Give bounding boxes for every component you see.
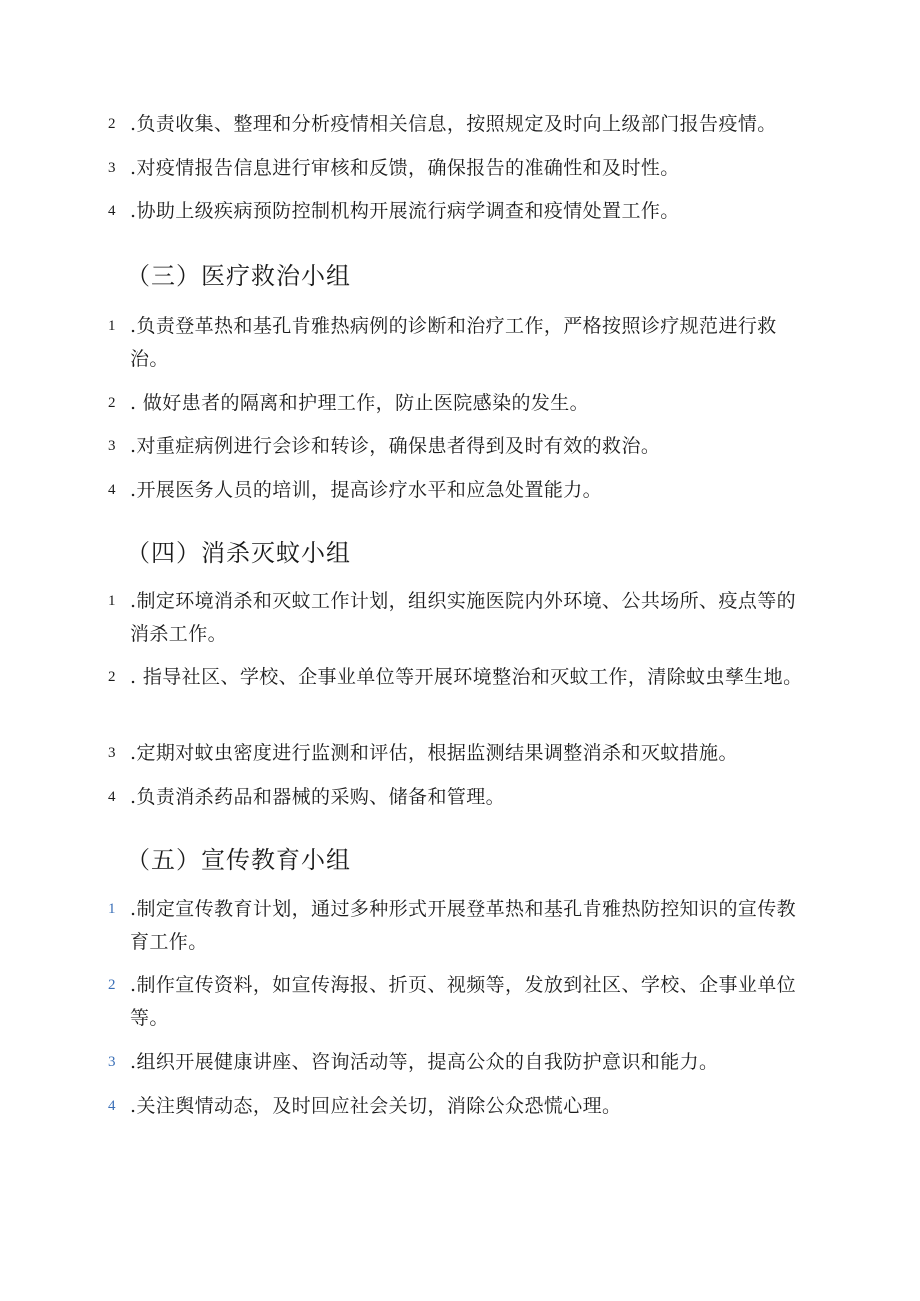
item-text: .对重症病例进行会诊和转诊，确保患者得到及时有效的救治。 (130, 435, 661, 457)
list-item (108, 737, 808, 770)
section-heading: （四）消杀灭蚊小组 (126, 539, 351, 567)
item-text: .协助上级疾病预防控制机构开展流行病学调查和疫情处置工作。 (130, 200, 680, 222)
list-item (108, 781, 808, 814)
section-heading: （五）宣传教育小组 (126, 846, 351, 874)
item-text: .负责收集、整理和分析疫情相关信息，按照规定及时向上级部门报告疫情。 (130, 113, 777, 135)
item-number: 3 (108, 438, 116, 454)
item-number: 1 (108, 901, 116, 917)
item-number: 4 (108, 789, 116, 805)
item-number: 1 (108, 318, 116, 334)
list-item (108, 387, 808, 420)
item-text: .对疫情报告信息进行审核和反馈，确保报告的准确性和及时性。 (130, 157, 680, 179)
list-item (108, 1090, 808, 1123)
item-number: 4 (108, 482, 116, 498)
section-heading: （三）医疗救治小组 (126, 262, 351, 290)
item-number: 3 (108, 1054, 116, 1070)
item-number: 4 (108, 1098, 116, 1114)
item-text: . 指导社区、学校、企事业单位等开展环境整治和灭蚊工作，清除蚊虫孳生地。 (130, 666, 803, 688)
list-item (108, 969, 808, 1035)
list-item (108, 195, 808, 228)
list-item (108, 310, 808, 376)
list-item (108, 152, 808, 185)
item-text: .开展医务人员的培训，提高诊疗水平和应急处置能力。 (130, 479, 603, 501)
item-number: 2 (108, 669, 116, 685)
list-item (108, 474, 808, 507)
list-item (108, 1046, 808, 1079)
item-text: .关注舆情动态，及时回应社会关切，消除公众恐慌心理。 (130, 1095, 622, 1117)
item-text: .定期对蚊虫密度进行监测和评估，根据监测结果调整消杀和灭蚊措施。 (130, 742, 738, 764)
item-text: .制定环境消杀和灭蚊工作计划，组织实施医院内外环境、公共场所、疫点等的消杀工作。 (130, 590, 797, 645)
item-text: .制作宣传资料，如宣传海报、折页、视频等，发放到社区、学校、企事业单位等。 (130, 974, 797, 1029)
list-item (108, 893, 808, 959)
item-text: . 做好患者的隔离和护理工作，防止医院感染的发生。 (130, 392, 590, 414)
item-number: 1 (108, 593, 116, 609)
item-number: 2 (108, 395, 116, 411)
item-text: .组织开展健康讲座、咨询活动等，提高公众的自我防护意识和能力。 (130, 1051, 719, 1073)
list-item (108, 661, 808, 694)
item-number: 2 (108, 977, 116, 993)
item-number: 2 (108, 116, 116, 132)
item-text: .制定宣传教育计划，通过多种形式开展登革热和基孔肯雅热防控知识的宣传教育工作。 (130, 898, 797, 953)
list-item (108, 108, 808, 141)
item-text: .负责消杀药品和器械的采购、储备和管理。 (130, 786, 506, 808)
item-number: 4 (108, 203, 116, 219)
list-item (108, 585, 808, 651)
item-number: 3 (108, 745, 116, 761)
item-number: 3 (108, 160, 116, 176)
list-item (108, 430, 808, 463)
item-text: .负责登革热和基孔肯雅热病例的诊断和治疗工作，严格按照诊疗规范进行救治。 (130, 315, 777, 370)
